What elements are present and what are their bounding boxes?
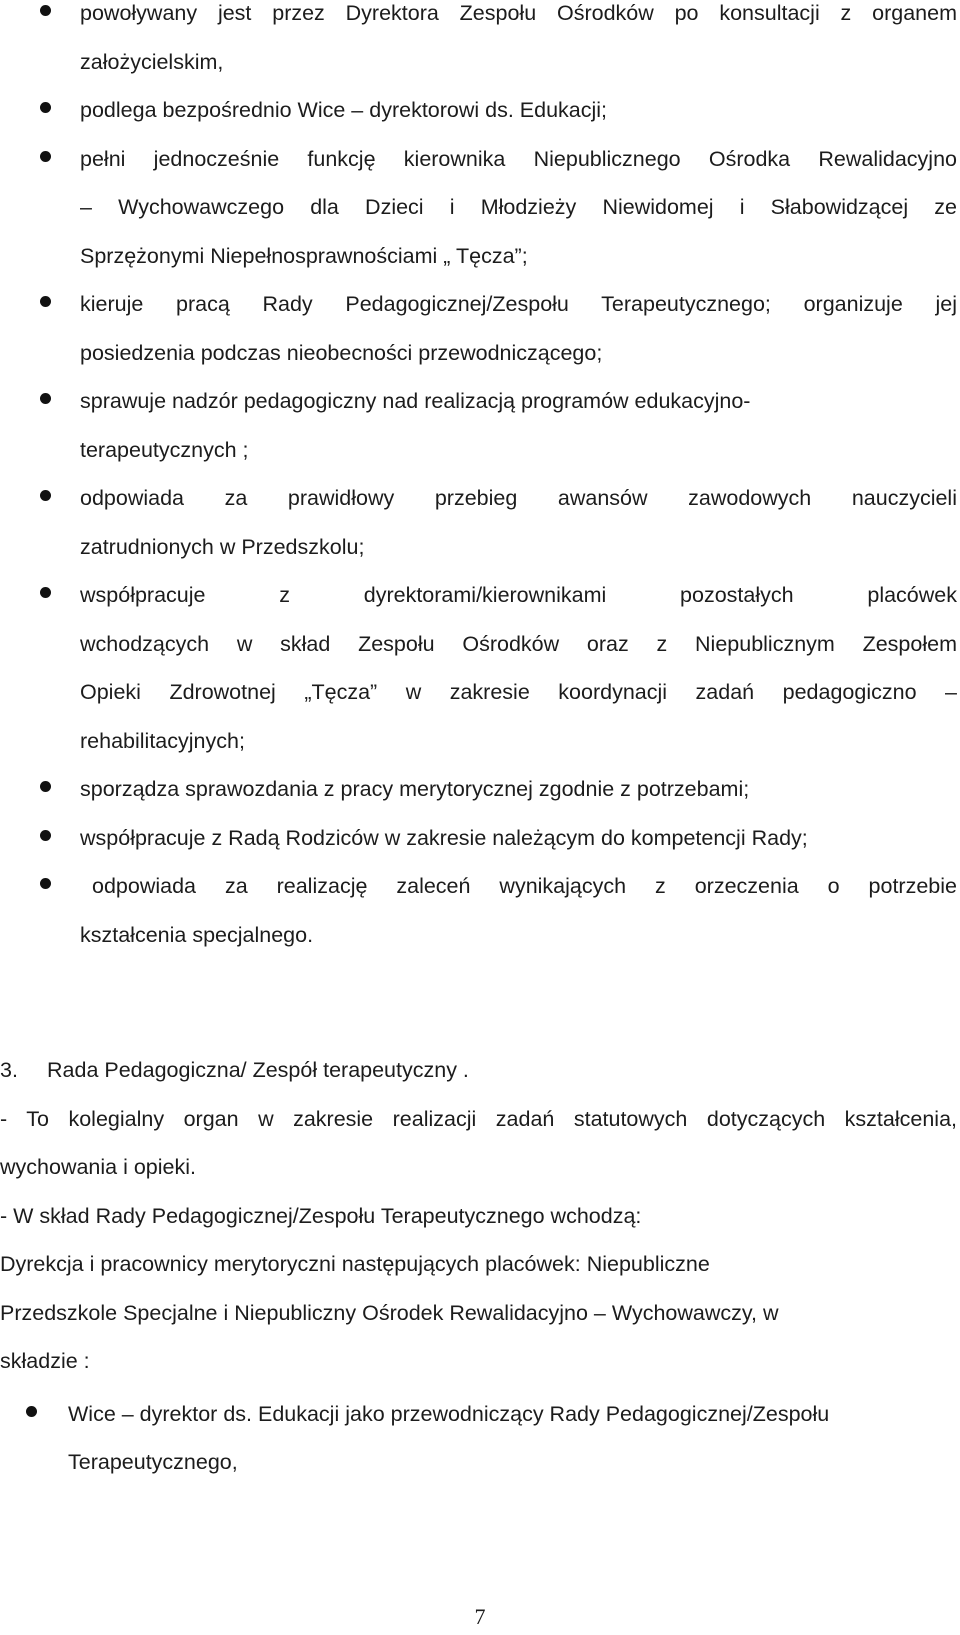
paragraph-line: - To kolegialny organ w zakresie realizacji zadań statutowych dotyczących kształcenia, [0,1106,957,1131]
list-item-line: współpracuje z dyrektorami/kierownikami pozostałych placówek [80,583,957,607]
list-item-line: współpracuje z Radą Rodziców w zakresie należącym do kompetencji Rady; [80,825,808,850]
list-item-line: kieruje pracą Rady Pedagogicznej/Zespołu Terapeutycznego; organizuje jej [80,292,957,316]
list-item-line: sporządza sprawozdania z pracy merytorycznej zgodnie z potrzebami; [80,777,750,801]
paragraph [0,1192,957,1386]
page-number: 7 [474,1604,486,1629]
bullet-icon [26,1406,37,1417]
list-item-line: Sprzężonymi Niepełnosprawnościami „ Tęcza”; [80,243,528,268]
list-item [0,814,960,863]
list-item-line: sprawuje nadzór pedagogiczny nad realizacją programów edukacyjno- [80,389,751,413]
section-rada-pedagogiczna [0,1046,960,1487]
list-item-line: rehabilitacyjnych; [80,728,245,753]
paragraph-line: składzie : [0,1349,90,1373]
paragraph-line: wychowania i opieki. [0,1155,196,1179]
list-item [0,377,960,474]
bullet-icon [40,5,51,16]
bullet-icon [40,296,51,307]
list-item-line: odpowiada za prawidłowy przebieg awansów zawodowych nauczycieli [80,486,957,510]
list-item-line: Terapeutycznego, [68,1450,238,1474]
bullet-icon [40,102,51,113]
list-item-line: Wice – dyrektor ds. Edukacji jako przewodniczący Rady Pedagogicznej/Zespołu [68,1401,830,1426]
list-item [0,1390,957,1487]
list-item-line: wchodzących w skład Zespołu Ośrodków oraz z Niepublicznym Zespołem [80,631,957,656]
bullet-icon [40,490,51,501]
paragraph-line: - W skład Rady Pedagogicznej/Zespołu Terapeutycznego wchodzą: [0,1203,642,1228]
list-item-line: zatrudnionych w Przedszkolu; [80,534,365,559]
list-item [0,765,960,814]
list-item [0,0,960,86]
list-item-line: podlega bezpośrednio Wice – dyrektorowi ds. Edukacji; [80,98,608,122]
paragraph-line: Przedszkole Specjalne i Niepubliczny Ośrodek Rewalidacyjno – Wychowawczy, w [0,1300,779,1325]
list-item [0,474,960,571]
list-item-line: Opieki Zdrowotnej „Tęcza” w zakresie koordynacji zadań pedagogiczno – [80,680,957,704]
bullet-icon [40,393,51,404]
bullet-icon [40,151,51,162]
section-heading [0,1046,957,1095]
section-number: 3. [0,1058,18,1082]
list-item [0,86,960,135]
list-item-line: terapeutycznych ; [80,437,249,462]
bullet-icon [40,587,51,598]
list-item [0,135,960,281]
bullet-icon [40,878,51,889]
list-item-line: odpowiada za realizację zaleceń wynikających z orzeczenia o potrzebie [92,874,957,898]
list-item [0,571,960,765]
list-item-line: powoływany jest przez Dyrektora Zespołu Ośrodków po konsultacji z organem [80,1,957,25]
list-item-line: założycielskim, [80,49,224,74]
section-title: Rada Pedagogiczna/ Zespół terapeutyczny . [47,1058,469,1082]
list-item [0,280,960,377]
list-item [0,862,960,959]
list-item-line: – Wychowawczego dla Dzieci i Młodzieży Niewidomej i Słabowidzącej ze [80,195,957,219]
bullet-icon [40,781,51,792]
list-item-line: posiedzenia podczas nieobecności przewodniczącego; [80,340,603,365]
list-item-line: kształcenia specjalnego. [80,922,314,947]
list-item-line: pełni jednocześnie funkcję kierownika Niepublicznego Ośrodka Rewalidacyjno [80,146,957,171]
paragraph [0,1095,957,1192]
paragraph-line: Dyrekcja i pracownicy merytoryczni następujących placówek: Niepubliczne [0,1252,710,1276]
bullet-icon [40,830,51,841]
